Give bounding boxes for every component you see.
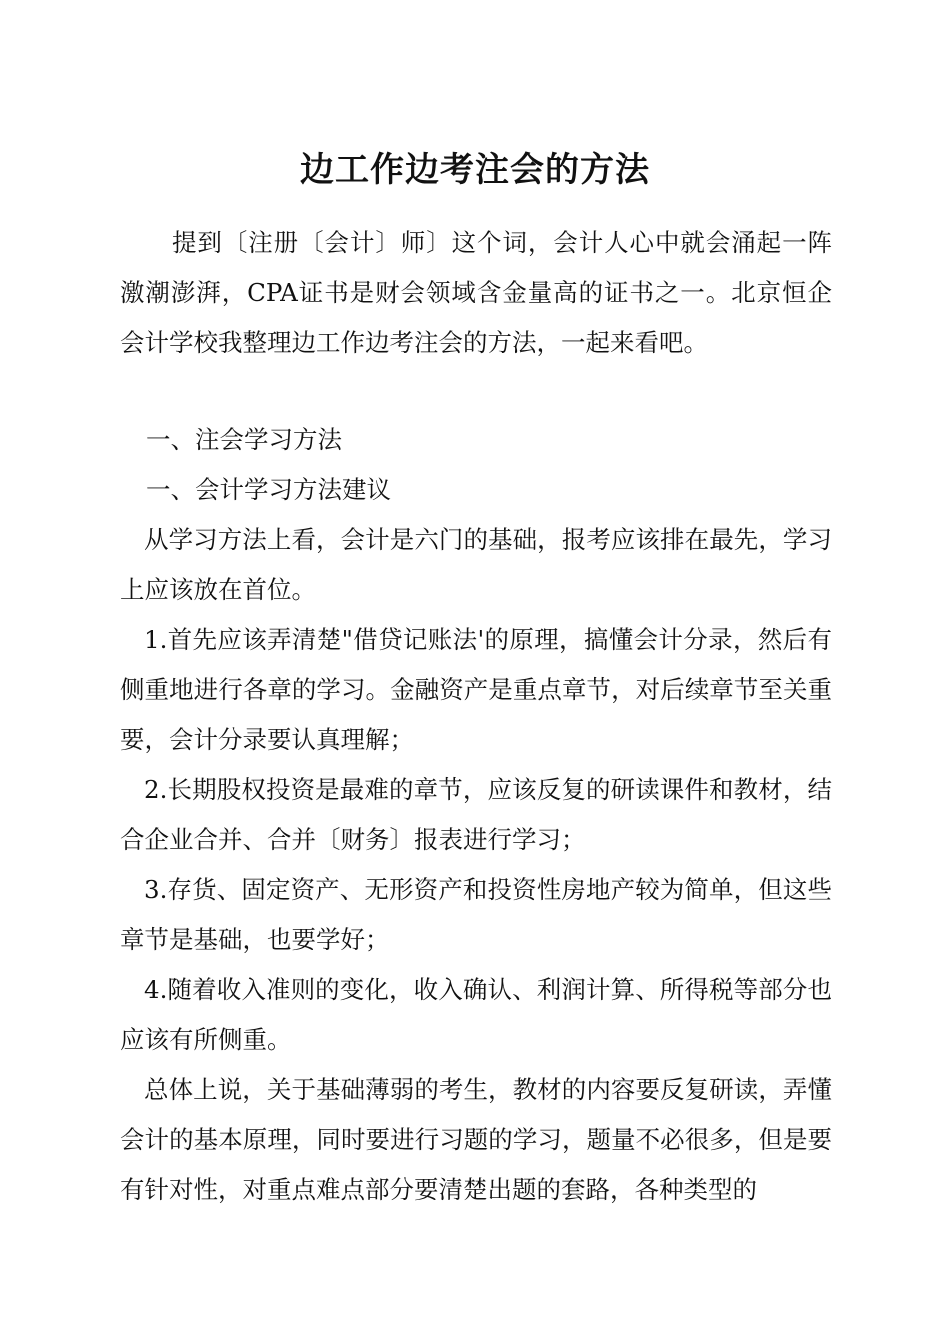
section-heading-study-methods: 一、注会学习方法: [146, 425, 342, 454]
paragraph-summary: 总体上说，关于基础薄弱的考生，教材的内容要反复研读，弄懂会计的基本原理，同时要进行习题的学习，题量不必很多，但是要有针对性，对重点难点部分要清楚出题的套路，各种类型的: [120, 1075, 832, 1204]
subsection-heading-accounting-advice: 一、会计学习方法建议: [146, 475, 391, 504]
paragraph-accounting-priority: 从学习方法上看，会计是六门的基础，报考应该排在最先，学习上应该放在首位。: [120, 525, 832, 604]
intro-paragraph: 提到〔注册〔会计〕师〕这个词，会计人心中就会涌起一阵激潮澎湃，CPA证书是财会领域含金量高的证书之一。北京恒企会计学校我整理边工作边考注会的方法，一起来看吧。: [120, 228, 832, 357]
document-title: 边工作边考注会的方法: [300, 150, 650, 190]
paragraph-item-4: 4.随着收入准则的变化，收入确认、利润计算、所得税等部分也应该有所侧重。: [120, 975, 832, 1054]
paragraph-item-1: 1.首先应该弄清楚"借贷记账法'的原理，搞懂会计分录，然后有侧重地进行各章的学习。金融资产是重点章节，对后续章节至关重要，会计分录要认真理解；: [120, 625, 832, 754]
body-paragraphs: [120, 515, 832, 1215]
paragraph-item-2: 2.长期股权投资是最难的章节，应该反复的研读课件和教材，结合企业合并、合并〔财务〕报表进行学习；: [120, 775, 832, 854]
paragraph-item-3: 3.存货、固定资产、无形资产和投资性房地产较为简单，但这些章节是基础，也要学好；: [120, 875, 832, 954]
